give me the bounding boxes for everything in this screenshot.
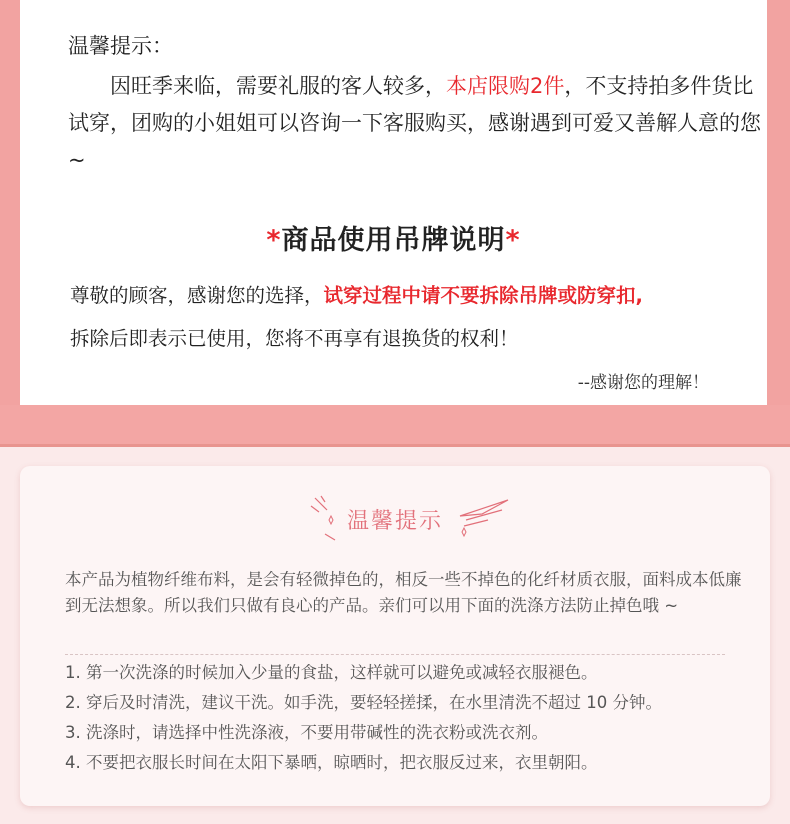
tag-line-2: 拆除后即表示已使用，您将不再享有退换货的权利！ bbox=[70, 327, 519, 350]
tag-warning-text: 试穿过程中请不要拆除吊牌或防穿扣, bbox=[323, 284, 643, 307]
tag-heading-text: 商品使用吊牌说明 bbox=[281, 225, 506, 256]
list-item: 4. 不要把衣服长时间在太阳下暴晒，晾晒时，把衣服反过来，衣里朝阳。 bbox=[65, 753, 598, 772]
care-title: 温馨提示 bbox=[346, 509, 443, 534]
list-item: 3. 洗涤时，请选择中性洗涤液，不要用带碱性的洗衣粉或洗衣剂。 bbox=[65, 723, 548, 742]
notice-text-1: 因旺季来临，需要礼服的客人较多， bbox=[110, 74, 446, 98]
signature: --感谢您的理解！ bbox=[577, 373, 709, 393]
notice-paragraph bbox=[68, 68, 768, 179]
tag-line-1 bbox=[70, 274, 760, 317]
purchase-limit-text: 本店限购2件 bbox=[446, 74, 565, 98]
sparkle-right-icon bbox=[452, 494, 512, 544]
care-list bbox=[65, 658, 755, 778]
notice-title: 温馨提示： bbox=[68, 34, 173, 58]
care-title-area bbox=[20, 494, 770, 544]
star-right: * bbox=[505, 225, 521, 256]
care-divider bbox=[65, 654, 725, 655]
tag-paragraph bbox=[70, 274, 760, 360]
tag-heading bbox=[20, 218, 767, 257]
notice-card bbox=[20, 0, 767, 405]
care-card bbox=[20, 466, 770, 806]
tag-line-1-text: 尊敬的顾客，感谢您的选择， bbox=[70, 284, 324, 307]
list-item: 2. 穿后及时清洗，建议干洗。如手洗，要轻轻搓揉，在水里清洗不超过 10 分钟。 bbox=[65, 693, 662, 712]
separator-band bbox=[0, 405, 790, 445]
care-intro: 本产品为植物纤维布料，是会有轻微掉色的，相反一些不掉色的化纤材质衣服，面料成本低廉到无法想象。所以我们只做有良心的产品。亲们可以用下面的洗涤方法防止掉色哦 ~ bbox=[65, 570, 742, 615]
notice-text-2: ，不支持拍多件货比试穿，团购的小姐姐可以咨询一下客服购买，感谢遇到可爱又善解人意的您~ bbox=[68, 74, 761, 172]
list-item: 1. 第一次洗涤的时候加入少量的食盐，这样就可以避免或减轻衣服褪色。 bbox=[65, 663, 598, 682]
star-left: * bbox=[266, 225, 282, 256]
